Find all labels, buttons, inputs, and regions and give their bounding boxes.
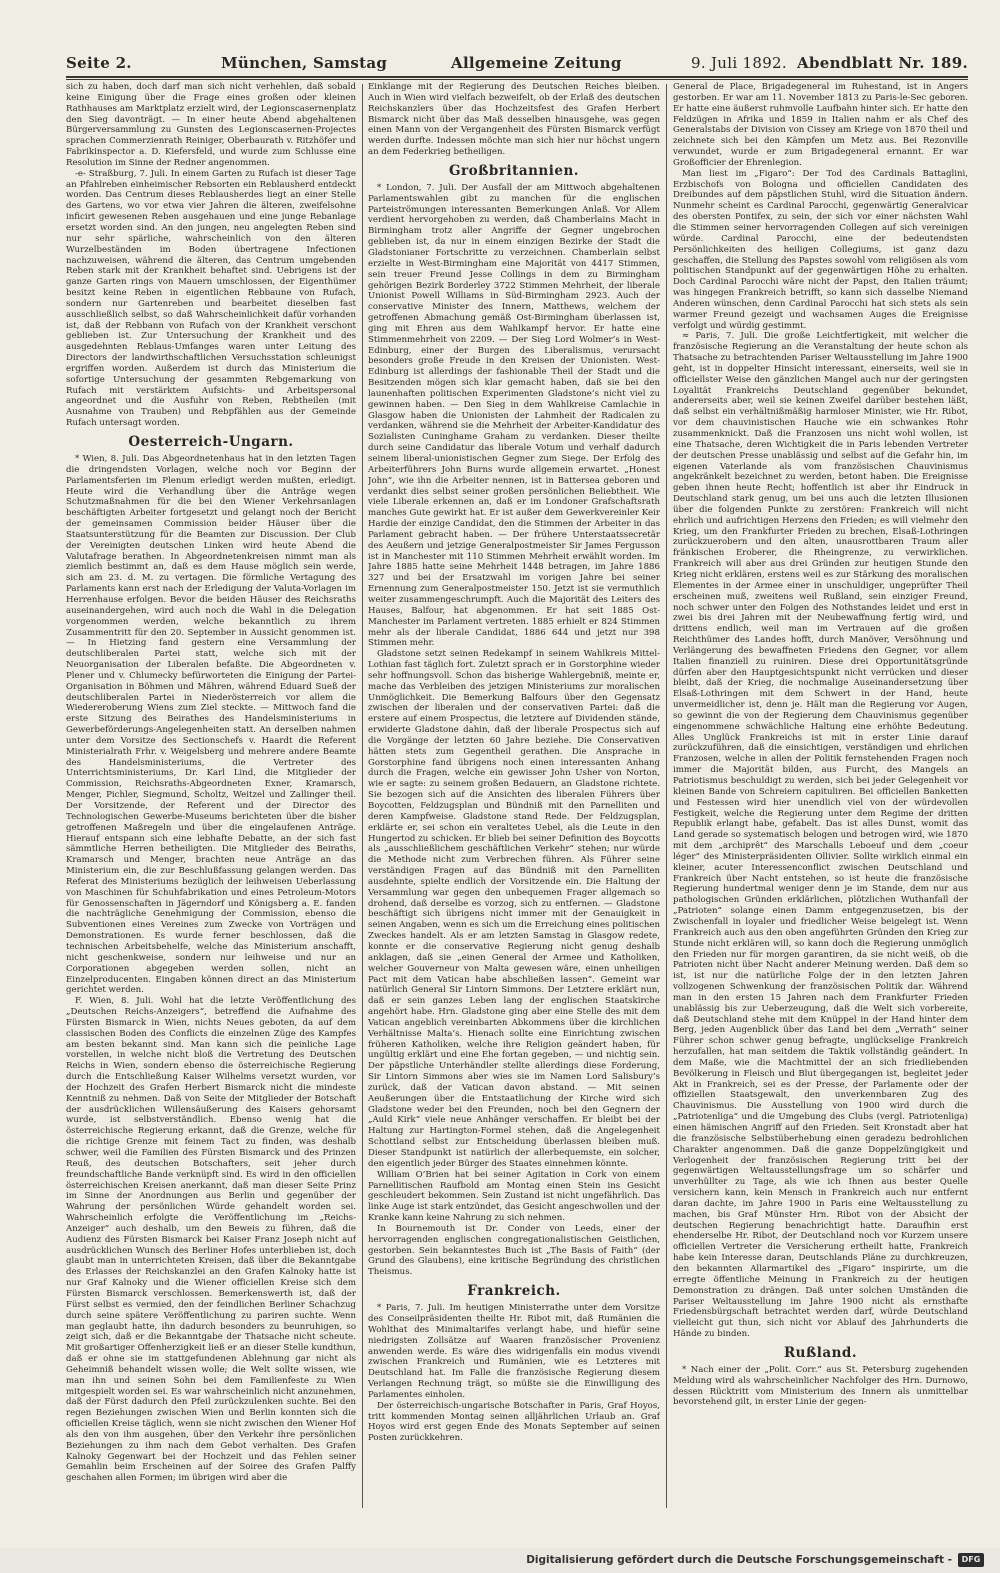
article-paragraph: In Bournemouth ist Dr. Conder von Leeds, einer der hervorragenden englischen congregationalistischen Geistlichen, gestorben. Sein bekanntestes Buch ist „The Basis of Faith“ (der Grund des Glaubens), eine kritische Begründung des christlichen Theismus. [368, 1223, 660, 1278]
article-paragraph: ≈ Paris, 7. Juli. Die große Leichtfertigkeit, mit welcher die französische Regierung an die Veranstaltung der heute schon als Thatsache zu betrachtenden Pariser Weltausstellung im Jahre 1900 geht, ist in doppelter Hinsicht interessant, einerseits, weil sie in officiellster Weise den gänzlichen Mangel auch nur der geringsten Loyalität Frankreichs Deutschland gegenüber bekundet, andererseits aber, weil sie keinen Zweifel darüber bestehen läßt, daß selbst ein verhältnißmäßig harmloser Minister, wie Hr. Ribot, vor dem chauvinistischen Hauche wie ein schwankes Rohr zusammenknickt. Daß die Franzosen uns nicht wohl wollen, ist eine Thatsache, deren Wichtigkeit die in Paris lebenden Vertreter der deutschen Presse unablässig und selbst auf die Gefahr hin, im eigenen Vaterlande als vom französischen Chauvinismus angekränkelt bezeichnet zu werden, betont haben. Die Ereignisse geben ihnen heute Recht; hoffentlich ist aber ihr Eindruck in Deutschland stark genug, um bei uns auch die letzten Illusionen über die folgenden Punkte zu zerstören: Frankreich will nicht ehrlich und aufrichtigen Herzens den Frieden; es will vielmehr den Krieg, um den Frankfurter Frieden zu brechen, Elsaß-Lothringen zurückzuerobern und den alten, unausrottbaren Traum aller fränkischen Eroberer, die Rheingrenze, zu verwirklichen. Frankreich will aber aus drei Gründen zur heutigen Stunde den Krieg nicht erklären, erstens weil es zur Stärkung des moralischen Elementes in der Armee einer in unschuldiger, ungeprüfter Theil erscheinen muß, zweitens weil Rußland, sein einziger Freund, noch schwer unter den Folgen des Nothstandes leidet und erst in zwei bis drei Jahren mit der Neubewaffnung fertig wird, und drittens endlich, weil man im Vertrauen auf die großen Reichthümer des Landes hofft, durch Manöver, Versöhnung und Verlängerung des bewaffneten Friedens den Gegner, vor allem Italien finanziell zu ruiniren. Diese drei Opportunitätsgründe dürfen aber den Hauptgesichtspunkt nicht verrücken und dieser bleibt, daß der Krieg, die nochmalige Auseinandersetzung über Elsaß-Lothringen mit dem Schwert in der Hand, heute unvermeidlicher ist, denn je. Hält man die Regierung vor Augen, so gewinnt die von der Regierung dem Chauvinismus gegenüber eingenommene schwächliche Haltung eine erhöhte Bedeutung. Alles Unglück Frankreichs ist mit in erster Linie darauf zurückzuführen, daß die einsichtigen, verständigen und ehrlichen Franzosen, welche in allen der Politik fernstehenden Fragen noch immer die Majorität bilden, aus Furcht, des Mangels an Patriotismus beschuldigt zu werden, sich bei jeder Gelegenheit vor kleinen Bande von Schreiern capituliren. Bei officiellen Banketten und Festessen wird hier unendlich viel von der würdevollen Festigkeit, welche die Regierung unter dem Regime der dritten Republik erlangt habe, gefabelt. Das ist alles Dunst, womit das Land gerade so systematisch belogen und betrogen wird, wie 1870 mit dem „archiprêt“ des Marschalls Leboeuf und dem „coeur léger“ des Ministerpräsidenten Ollivier. Sollte wirklich einmal ein kleiner, acuter Interessenconflict zwischen Deutschland und Frankreich über Nacht entstehen, so ist heute die französische Regierung hundertmal weniger denn je im Stande, dem nur aus pathologischen Gründen erklärlichen, plötzlichen Wuthanfall der „Patrioten“ solange einen Damm entgegenzusetzen, bis der Zwischenfall in loyaler und friedlicher Weise beigelegt ist. Wenn Frankreich auch aus den oben angeführten Gründen den Krieg zur Stunde nicht erklären will, so kann doch die Regierung unmöglich den Frieden nur für morgen garantiren, da sie nicht weiß, ob die Patrioten nicht über Nacht anderer Meinung werden. Daß dem so ist, ist nur die natürliche Folge der in den letzten Jahren vollzogenen Schwenkung der französischen Politik dar. Während man in den ersten 15 Jahren nach dem Frankfurter Frieden unablässig bis zur Ueberzeugung, daß die Welt sich vorbereite, daß Deutschland stehe mit dem Knüppel in der Hand hinter dem Berg, jeden Augenblick über das Land bei dem „Verrath“ seiner Führer schon schwer genug befragte, unglückselige Frankreich herzufallen, hat man seitdem die Taktik vollständig geändert. In dem Maße, wie die Machtmittel der an sich friedliebenden Bevölkerung in Fleisch und Blut übergegangen ist, begleitet jeder Akt in Frankreich, sei es der Presse, der Parlamente oder der offiziellen Staatsgewalt, den unverkennbaren Zug des Chauvinismus. Die Ausstellung von 1900 wird durch die „Patriotenliga“ und die Umgebung des Clubs (vergl. Patriotenliga) einen hämischen Angriff auf den Frieden. Seit Kronstadt aber hat die französische Selbstüberhebung einen geradezu bedrohlichen Charakter angenommen. Daß die ganze Doppelzüngigkeit und Verlogenheit der französischen Regierung tritt bei der gegenwärtigen Weltausstellungsfrage um so schärfer und unverhüllter zu Tage, als wie ich Ihnen aus bester Quelle versichern kann, kein Mensch in Frankreich auch nur entfernt daran dachte, im Jahre 1900 in Paris eine Weltausstellung zu machen, bis Graf Münster Hrn. Ribot von der Absicht der deutschen Regierung benachrichtigt hatte. Daraufhin erst ehenderselbe Hr. Ribot, der Deutschland noch vor Kurzem unsere officiellen Vertreter die Versicherung ertheilt hatte, Frankreich habe kein Interesse daran, Deutschlands Pläne zu durchkreuzen, den bekannten Allarmartikel des „Figaro“ inspirirte, um die erregte öffentliche Meinung in Frankreich zu der heutigen Demonstration zu drängen. Daß unter solchen Umständen die Pariser Weltausstellung im Jahre 1900 nicht als ernsthafte Friedensbürgschaft betrachtet werden darf, würde Deutschland vielleicht gut thun, sich nicht vor Ablauf des Jahrhunderts die Hände zu binden. [673, 331, 968, 1340]
article-paragraph: Der österreichisch-ungarische Botschafter in Paris, Graf Hoyos, tritt kommenden Montag seinen alljährlichen Urlaub an. Graf Hoyos wird erst gegen Ende des Monats September auf seinen Posten zurückkehren. [368, 1400, 660, 1444]
article-paragraph: * London, 7. Juli. Der Ausfall der am Mittwoch abgehaltenen Parlamentswahlen gibt zu manchen für die englischen Parteiströmungen interessanten Bemerkungen Anlaß. Vor Allem verdient hervorgehoben zu werden, daß Chamberlains Macht in Birmingham trotz aller Angriffe der Gegner ungebrochen geblieben ist, da nur in einem einzigen Bezirke der Stadt die Gladstonianer Fortschritte zu verzeichnen. Chamberlain selbst erzielte in West-Birmingham eine Majorität von 4417 Stimmen, sein treuer Freund Jesse Collings in dem zu Birmingham gehörigen Bezirk Borderley 3722 Stimmen Mehrheit, der liberale Unionist Powell Williams in Süd-Birmingham 2923. Auch der conservative Minister des Innern, Matthews, welchem der getroffenen Abmachung gemäß Ost-Birmingham überlassen ist, ging mit Ehren aus dem Wahlkampf hervor. Er hatte eine Stimmenmehrheit von 2209. — Der Sieg Lord Wolmer’s in West-Edinburg, einer der Burgen des Liberalismus, verursacht besonders große Freude in den Kreisen der Unionisten. West-Edinburg ist allerdings der fashionable Theil der Stadt und die Besitzenden mögen sich klar gemacht haben, daß sie bei den launenhaften politischen Experimenten Gladstone’s nicht viel zu gewinnen haben. — Den Sieg in dem Wahlkreise Camlachie in Glasgow haben die Unionisten der Lahmheit der Radicalen zu verdanken, während sie die Mehrheit der Arbeiter-Kandidatur des Sozialisten Cuninghame Graham zu verdanken. Dieser theilte durch seine Candidatur das liberale Votum und verhalf dadurch seinem liberal-unionistischen Gegner zum Siege. Der Erfolg des Arbeiterführers John Burns wurde allgemein erwartet. „Honest John“, wie ihn die Arbeiter nennen, ist in Battersea geboren und verdankt dies selbst seiner großen persönlichen Beliebtheit. Wie viele Liberale erkennen an, daß er im Londoner Grafschaftsrath manches Gute gewirkt hat. Er ist außer dem Gewerkvereinler Keir Hardie der einzige Candidat, den die Stimmen der Arbeiter in das Parlament gebracht haben. — Der frühere Unterstaatssecretär des Aeußern und jetzige Generalpostmeister Sir James Fergusson ist in Manchester mit 110 Stimmen Mehrheit erwählt worden. Im Jahre 1885 hatte seine Mehrheit 1448 betragen, im Jahre 1886 327 und bei der Ersatzwahl im vorigen Jahre bei seiner Ernennung zum Generalpostmeister 150. Jetzt ist sie vermuthlich weiter zusammengeschrumpft. Auch die Majorität des Leiters des Hauses, Balfour, hat abgenommen. Er hat seit 1885 Ost-Manchester im Parlament vertreten. 1885 erhielt er 824 Stimmen mehr als der liberale Candidat, 1886 644 und jetzt nur 398 Stimmen mehr. [368, 182, 660, 649]
article-paragraph: sich zu haben, doch darf man sich nicht verhehlen, daß sobald keine Einigung über die Frage eines großen oder kleinen Rathhauses am Marktplatz erzielt wird, der Legionscasernenplatz den Sieg davonträgt. — In einer heute Abend abgehaltenen Bürgerversammlung zu Gunsten des Legionscasernen-Projectes sprachen Commerzienrath Reiniger, Oberbaurath v. Ritzhöfer und Fabrikinspector a. D. Kiefersfeld, und wurde zum Schlusse eine Resolution im Sinne der Redner angenommen. [66, 82, 356, 168]
section-heading: Rußland. [783, 1344, 858, 1361]
article-paragraph: Einklange mit der Regierung des Deutschen Reiches bleiben. Auch in Wien wird vielfach bezweifelt, ob der Erlaß des deutschen Reichskanzlers über das Hochzeitsfest des Grafen Herbert Bismarck nicht über das Maß desselben hinausgehe, was gegen einen Mann von der Vergangenheit des Fürsten Bismarck verfügt werden durfte. Indessen möchte man sich hier nur höchst ungern an dem Federkrieg betheiligen. [368, 82, 660, 158]
column-2 [368, 82, 660, 1510]
section-heading: Frankreich. [467, 1283, 561, 1300]
funding-notice: Digitalisierung gefördert durch die Deutsche Forschungsgemeinschaft - [526, 1554, 952, 1566]
column-divider [362, 84, 363, 1508]
city-day: München, Samstag [221, 54, 388, 72]
article-paragraph: General de Place, Brigadegeneral im Ruhestand, ist in Angers gestorben. Er war am 11. November 1813 zu Paris-le-Sec geboren. Er hatte eine äußerst ruhmvolle Laufbahn hinter sich. Er hatte den Feldzügen in Afrika und 1859 in Italien nahm er als Chef des Generalstabs der Division von Cissey am Kriege von 1870 theil und zeichnete sich bei den Kämpfen um Metz aus. Bei Rezonville verwundet, wurde er zum Brigadegeneral ernannt. Er war Großofficier der Ehrenlegion. [673, 82, 968, 168]
article-paragraph: William O’Brien hat bei seiner Agitation in Cork von einem Parnellitischen Raufbold am Montag einen Stein ins Gesicht geschleudert bekommen. Sein Zustand ist nicht ungefährlich. Das linke Auge ist stark entzündet, das Gesicht angeschwollen und der Kranke kann keine Nahrung zu sich nehmen. [368, 1169, 660, 1224]
article-paragraph: -e- Straßburg, 7. Juli. In einem Garten zu Rufach ist dieser Tage an Pfahlreben einheimischer Rebsorten ein Reblausherd entdeckt worden. Das Centrum dieses Reblausherdes liegt an einer Stelle des Gartens, wo vor etwa vier Jahren die älteren, zweifelsohne inficirt gewesenen Reben ausgehauen und eine junge Rebanlage ersetzt worden sind. An den jungen, neu angelegten Reben sind nur sehr spärliche, wahrscheinlich von den älteren Wurzelbeständen im Boden übertragene Infectionen nachzuweisen, während die älteren, das Centrum umgebenden Reben stark mit der Krankheit behaftet sind. Uebrigens ist der ganze Garten rings von Mauern umschlossen, der Eigenthümer besitzt keine Reben in eigentlichen Rebbaune von Rufach, sondern nur Gartenreben und bearbeitet dieselben fast ausschließlich selbst, so daß Wahrscheinlichkeit dafür vorhanden ist, daß der Rebbann von Rufach von der Krankheit verschont geblieben ist. Zur Untersuchung der Krankheit und des ausgedehnten Reblaus-Umfanges waren unter Leitung des Directors der landwirthschaftlichen Versuchsstation schleunigst ergriffen worden. Außerdem ist durch das Ministerium die sofortige Untersuchung der gesammten Rebgemarkung von Rufach mit verstärktem Aufsichts- und Arbeitspersonal angeordnet und die Ausfuhr von Reben, Rebtheilen (mit Ausnahme von Trauben) und Rebpfählen aus der Gemeinde Rufach untersagt worden. [66, 168, 356, 429]
article-paragraph: * Wien, 8. Juli. Das Abgeordnetenhaus hat in den letzten Tagen die dringendsten Vorlagen, welche noch vor Beginn der Parlamentsferien im Plenum erledigt werden mußten, erledigt. Heute wird die Verhandlung über die Anträge wegen Schutzmaßnahmen für die bei den Wiener Verkehrsanlagen beschäftigten Arbeiter fortgesetzt und gelangt noch der Bericht der gemeinsamen Commission beider Häuser über die Staatsunterstützung für die Beamten zur Discussion. Der Club der Vereinigten deutschen Linken wird heute Abend die Valutafrage berathen. In Abgeordnetenkreisen nimmt man als ziemlich bestimmt an, daß es dem Hause möglich sein werde, sich am 23. d. M. zu vertagen. Die förmliche Vertagung des Parlaments kann erst nach der Erledigung der Valuta-Vorlagen im Herrenhause erfolgen. Bevor die beiden Häuser des Reichsraths auseinandergehen, wird auch noch die Wahl in die Delegation vorgenommen werden, welche bekanntlich zu ihrem Zusammentritt für den 20. September in Aussicht genommen ist. — In Hietzing fand gestern eine Versammlung der deutschliberalen Partei statt, welche sich mit der Neuorganisation der Liberalen befaßte. Die Abgeordneten v. Plener und v. Chlumecky befürworteten die Einigung der Partei-Organisation in Böhmen und Mähren, während Eduard Sueß der deutschliberalen Partei in Niederösterreich vor allem die Wiedereroberung Wiens zum Ziel steckte. — Mittwoch fand die erste Sitzung des Beirathes des Handelsministeriums in Gewerbeförderungs-Angelegenheiten statt. An derselben nahmen unter dem Vorsitze des Sectionschefs v. Haardt die Referent Ministerialrath Frhr. v. Weigelsberg und mehrere andere Beamte des Handelsministeriums, die Vertreter des Unterrichtsministeriums, Dr. Karl Lind, die Mitglieder der Commission, Reichsraths-Abgeordneten Exner, Kramarsch, Menger, Pichler, Siegmund, Scholtz, Weitzel und Zallinger theil. Der Vorsitzende, der Referent und der Director des Technologischen Gewerbe-Museums berichteten über die bisher getroffenen Maßregeln und über die eingelaufenen Anträge. Hierauf entspann sich eine lebhafte Debatte, an der sich fast sämmtliche Herren betheiligten. Die Mitglieder des Beiraths, Kramarsch und Menger, brachten neue Anträge an das Ministerium ein, die zur Beschlußfassung gelangen werden. Das Referat des Ministeriums bezüglich der leihweisen Ueberlassung von Maschinen für Schuhfabrikation und eines Petroleum-Motors für Genossenschaften in Jägerndorf und Königsberg a. E. fanden die nachträgliche Genehmigung der Commission, ebenso die Subventionen eines Vereines zum Zwecke von Vorträgen und Demonstrationen. Es wurde ferner beschlossen, daß die technischen Arbeitsbehelfe, welche das Ministerium anschafft, nicht geschenkweise, sondern nur leihweise und nur an Corporationen abgegeben werden sollen, nicht an Einzelproducenten. Eingaben können direct an das Ministerium gerichtet werden. [66, 454, 356, 996]
column-1 [66, 82, 356, 1510]
issue-number: Abendblatt Nr. 189. [797, 54, 968, 72]
masthead-rule [66, 76, 968, 78]
page-number: Seite 2. [66, 54, 132, 72]
column-3 [673, 82, 968, 1510]
article-paragraph: F. Wien, 8. Juli. Wohl hat die letzte Veröffentlichung des „Deutschen Reichs-Anzeigers“, betreffend die Aufnahme des Fürsten Bismarck in Wien, nichts Neues geboten, da auf dem classischen Boden des Conflicts die einzelnen Züge des Kampfes am besten bekannt sind. Man kann sich die peinliche Lage vorstellen, in welche nicht bloß die Vertretung des Deutschen Reichs in Wien, sondern ebenso die österreichische Regierung durch die Entschließung Kaiser Wilhelms versetzt wurden, vor der Hochzeit des Grafen Herbert Bismarck nicht die mindeste Kenntniß zu nehmen. Daß von Seite der Mitglieder der Botschaft der ausdrücklichen Willensäußerung des Kaisers gehorsamt wurde, ist selbstverständlich. Ebenso wenig hat die österreichische Regierung erkannt, daß die Grenze, welche für die richtige Grenze mit feinem Tact zu finden, was deshalb schwer, weil die Familien des Fürsten Bismarck und des Prinzen Reuß, des deutschen Botschafters, seit jeher durch freundschaftliche Bande verknüpft sind. Es wird in den officiellen österreichischen Kreisen anerkannt, daß man dieser Seite Prinz im Sinne der Anordnungen aus Berlin und gegenüber der Wahrung der persönlichen Würde gehandelt worden sei. Wahrscheinlich erfolgte die Veröffentlichung im „Reichs-Anzeiger“ auch deshalb, um den Beweis zu führen, daß die Audienz des Fürsten Bismarck bei Kaiser Franz Joseph nicht auf ausdrücklichen Wunsch des Berliner Hofes unterblieben ist, doch glaubt man in unterrichteten Kreisen, daß über die Bekanntgabe des Erlasses der Reichskanzlei an den Grafen Kalnoky hatte ist nur Graf Kalnoky und die Wiener officiellen Kreise sich dem Fürsten Bismarck verschlossen. Bemerkenswerth ist, daß der Fürst selbst es vermied, den der feindlichen Berliner Schachzug durch seine spätere Veröffentlichung zu pariren suchte. Wenn man geglaubt hatte, ihn dadurch besonders zu beunruhigen, so zeigt sich, daß er die Bekanntgabe der Thatsache nicht scheute. Mit großartiger Offenherzigkeit ließ er an dieser Stelle kundthun, daß er ohne sie im stattgefundenen Ablehnung gar nicht als Geheimniß behandelt wissen wolle; die Welt sollte wissen, wie man ihn und seinen Sohn bei dem Familienfeste zu Wien mitgespielt worden sei. Es war wahrscheinlich nicht anzunehmen, daß der Fürst dadurch den Pfeil zurückzulenken suchte. Bei den regen Beziehungen zwischen Wien und Berlin konnten sich die officiellen Kreise täglich, wenn sie nicht zwischen den Wiener Hof als den von ihm ausgehen, über den Verkehr ihre persönlichen Beziehungen zu ihm nach dem Gebot verhalten. Des Grafen Kalnoky Gegenwart bei der Hochzeit und das Fehlen seiner Gemahlin beim Erscheinen auf der Soiree des Grafen Palffy geschahen allen Formen; im übrigen wird aber die [66, 996, 356, 1484]
article-paragraph: Man liest im „Figaro“: Der Tod des Cardinals Battaglini, Erzbischofs von Bologna und officiellen Candidaten des Dreibundes auf dem päpstlichen Stuhl, wird die Situation ändern. Nunmehr scheint es Cardinal Parocchi, gegenwärtig Generalvicar des obersten Pontifex, zu sein, der sich vor einer nächsten Wahl die Stimmen seiner hervorragenden Collegen auf sich vereinigen würde. Cardinal Parocchi, eine der bedeutendsten Persönlichkeiten des heiligen Collegiums, ist ganz dazu geschaffen, die Stellung des Papstes sowohl vom religiösen als vom politischen Standpunkt auf der gegenwärtigen Höhe zu erhalten. Doch Cardinal Parocchi wäre nicht der Papst, den Italien träumt; was hingegen Frankreich betrifft, so kann sich dasselbe Niemand Anderen wünschen, denn Cardinal Parocchi hat sich stets als sein warmer Freund gezeigt und wachsamen Auges die Ereignisse verfolgt und würdig gestimmt. [673, 168, 968, 331]
newspaper-title: Allgemeine Zeitung [451, 54, 622, 72]
masthead [66, 52, 968, 74]
article-paragraph: * Nach einer der „Polit. Corr.“ aus St. Petersburg zugehenden Meldung wird als wahrscheinlicher Nachfolger des Hrn. Durnowo, dessen Rücktritt vom Ministerium des Innern als unmittelbar bevorstehend gilt, in erster Linie der gegen- [673, 1364, 968, 1408]
article-paragraph: Gladstone setzt seinen Redekampf in seinem Wahlkreis Mittel-Lothian fast täglich fort. Zuletzt sprach er in Gorstorphine wieder sehr hoffnungsvoll. Schon das bisherige Wahlergebniß, meinte er, mache das Verbleiben des jetzigen Ministeriums zur moralischen Unmöglichkeit. Die Bemerkung Balfours über den Gegensatz zwischen der liberalen und der conservativen Partei: daß die erstere auf einem Prospectus, die letztere auf Dividenden stände, erwiderte Gladstone dahin, daß der liberale Prospectus sich auf die Vorgänge der letzten 60 Jahre beziehe. Die Conservativen hätten stets zum Gegentheil gerathen. Die Ansprache in Gorstorphine fand übrigens noch einen interessanten Anhang durch die Fragen, welche ein gewisser John Usher von Norton, wie er sagte: zu seinem großen Bedauern, an Gladstone richtete. Sie bezogen sich auf die Ansichten des liberalen Führers über Boycotten, Feldzugsplan und Bündniß mit den Parnelliten und deren Kampfweise. Gladstone stand Rede. Der Feldzugsplan, erklärte er, sei schon ein veraltetes Uebel, als die Leute in den Hungertod zu schicken. Er blieb bei seiner Definition des Boycotts als „ausschließlichem geschäftlichen Verkehr“ stehen; nur würde die Methode nicht zum Verbrechen führen. Als Führer seine verständigen Fragen auf das Bündniß mit den Parnelliten ausdehnte, spielte endlich der Vorsitzende ein. Die Haltung der Versammlung war gegen den unbequemen Frager allgemach so drohend, daß derselbe es vorzog, sich zu entfernen. — Gladstone beschäftigt sich übrigens nicht immer mit der Genauigkeit in seinen Angaben, wenn es sich um die Erreichung eines politischen Zweckes handelt. Als er am letzten Samstag in Glasgow redete, konnte er die conservative Regierung nicht genug deshalb anklagen, daß sie „einen General der Armee und Katholiken, welcher Gouverneur von Malta gewesen wäre, einen unheiligen Pact mit dem Vatican habe abschließen lassen“. Gemeint war natürlich General Sir Lintorn Simmons. Der Letztere erklärt nun, daß er sein ganzes Leben lang der englischen Staatskirche angehört habe. Hrn. Gladstone ging aber eine Stelle des mit dem Vatican angeblich vereinbarten Abkommens über die kirchlichen Verhältnisse Malta’s. Hienach sollte eine Einrichtung zwischen früheren Katholiken, welche ihre Religion geändert haben, für ungültig erklärt und eine Ehe fortan gegeben, — und nichtig sein. Der päpstliche Unterhändler stellte allerdings diese Forderung, Sir Lintorn Simmons aber wies sie im Namen Lord Salisbury’s zurück, daß der Vatican davon abstand. — Mit seinen Aeußerungen über die Entstaatlichung der Kirche wird sich Gladstone weder bei den Freunden, noch bei den Gegnern der „Auld Kirk“ viele neue Anhänger verschaffen. Er bleibt bei der Haltung zur Hartington-Formel stehen, daß die Angelegenheit Schottland selbst zur Entscheidung überlassen bleiben muß. Dieser Standpunkt ist natürlich der allerbequemste, ein solcher, den eigentlich jeder Bürger des Staates einnehmen könnte. [368, 649, 660, 1169]
dfg-logo: DFG [958, 1553, 984, 1567]
section-heading: Oesterreich-Ungarn. [128, 434, 294, 450]
masthead-rule [66, 79, 968, 80]
section-heading: Großbritannien. [449, 162, 579, 179]
digitization-footer [0, 1548, 1000, 1573]
article-paragraph: * Paris, 7. Juli. Im heutigen Ministerrathe unter dem Vorsitze des Conseilpräsidenten theilte Hr. Ribot mit, daß Rumänien die Wohlthat des Minimaltarifes verlangt habe, und hiefür seine niedrigsten Zollsätze auf Waaren französischer Provenienz anwenden werde. Es wäre dies widrigenfalls ein modus vivendi zwischen Frankreich und Rumänien, wie es Letzteres mit Deutschland hat. Im Falle die französische Regierung diesem Verlangen Rechnung trägt, so müßte sie die Einwilligung des Parlamentes einholen. [368, 1303, 660, 1400]
issue-date: 9. Juli 1892. [691, 54, 787, 72]
column-divider [666, 84, 667, 1508]
